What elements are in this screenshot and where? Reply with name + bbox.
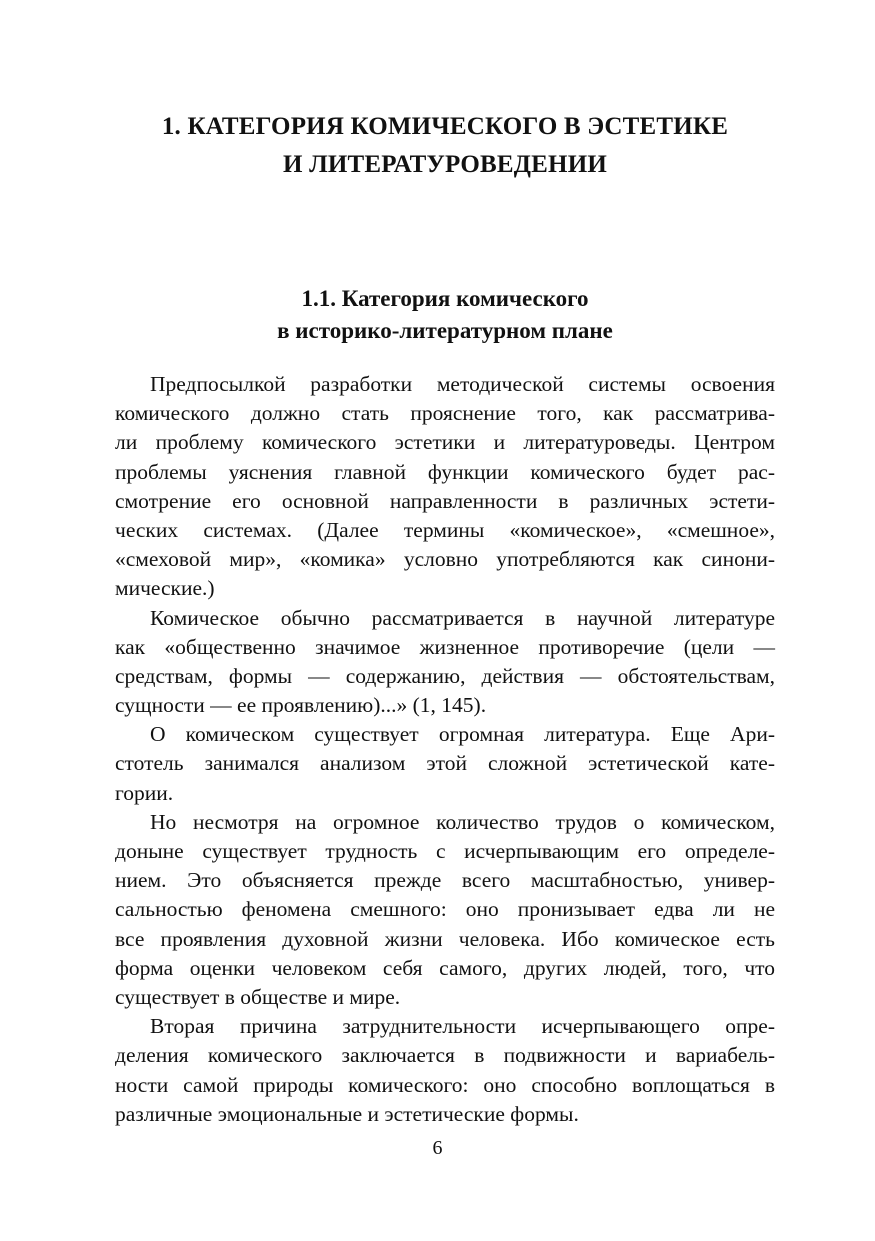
text-line: гории. xyxy=(115,780,174,805)
text-line: сущности — ее проявлению)...» (1, 145). xyxy=(115,693,487,718)
paragraph xyxy=(115,370,775,604)
text-line: Комическое обычно рассматривается в научной литературе xyxy=(150,605,775,630)
text-line: «смеховой мир», «комика» условно употребляются как синони- xyxy=(115,547,775,572)
text-line: существует в обществе и мире. xyxy=(115,984,401,1009)
chapter-title-line: И ЛИТЕРАТУРОВЕДЕНИИ xyxy=(282,151,607,178)
text-line: Но несмотря на огромное количество трудов о комическом, xyxy=(150,809,775,834)
page-number: 6 xyxy=(432,1137,443,1159)
text-line: О комическом существует огромная литература. Еще Ари- xyxy=(150,722,775,747)
text-line: сальностью феномена смешного: оно пронизывает едва ли не xyxy=(115,897,775,922)
paragraph xyxy=(115,720,775,808)
paragraph xyxy=(115,808,775,1012)
text-line: средствам, формы — содержанию, действия — обстоятельствам, xyxy=(115,663,775,688)
text-line: деления комического заключается в подвижности и вариабель- xyxy=(115,1043,775,1068)
text-line: комического должно стать прояснение того, как рассматрива- xyxy=(115,401,775,426)
section-title-line: 1.1. Категория комического xyxy=(301,286,589,311)
text-line: Вторая причина затруднительности исчерпывающего опре- xyxy=(150,1014,775,1039)
text-line: нием. Это объясняется прежде всего масштабностью, универ- xyxy=(115,868,775,893)
text-line: стотель занимался анализом этой сложной эстетической кате- xyxy=(115,751,775,776)
text-line: смотрение его основной направленности в различных эстети- xyxy=(115,488,775,513)
paragraph xyxy=(115,1012,775,1129)
text-line: ности самой природы комического: оно способно воплощаться в xyxy=(115,1072,775,1097)
section-title xyxy=(100,283,790,347)
text-line: мические.) xyxy=(115,576,215,601)
text-line: ческих системах. (Далее термины «комическое», «смешное», xyxy=(115,517,775,542)
section-title-line: в историко-литературном плане xyxy=(277,318,613,343)
chapter-title-line: 1. КАТЕГОРИЯ КОМИЧЕСКОГО В ЭСТЕТИКЕ xyxy=(161,113,729,140)
body-text xyxy=(115,370,775,1129)
text-line: как «общественно значимое жизненное противоречие (цели — xyxy=(115,634,775,659)
text-line: форма оценки человеком себя самого, других людей, того, что xyxy=(115,955,775,980)
text-line: проблемы уяснения главной функции комического будет рас- xyxy=(115,459,775,484)
text-line: Предпосылкой разработки методической системы освоения xyxy=(150,372,775,396)
chapter-title xyxy=(100,108,790,184)
paragraph xyxy=(115,604,775,721)
text-line: все проявления духовной жизни человека. Ибо комическое есть xyxy=(115,926,775,951)
text-line: различные эмоциональные и эстетические формы. xyxy=(115,1101,579,1126)
text-line: доныне существует трудность с исчерпывающим его определе- xyxy=(115,839,775,863)
text-line: ли проблему комического эстетики и литературоведы. Центром xyxy=(115,430,775,455)
